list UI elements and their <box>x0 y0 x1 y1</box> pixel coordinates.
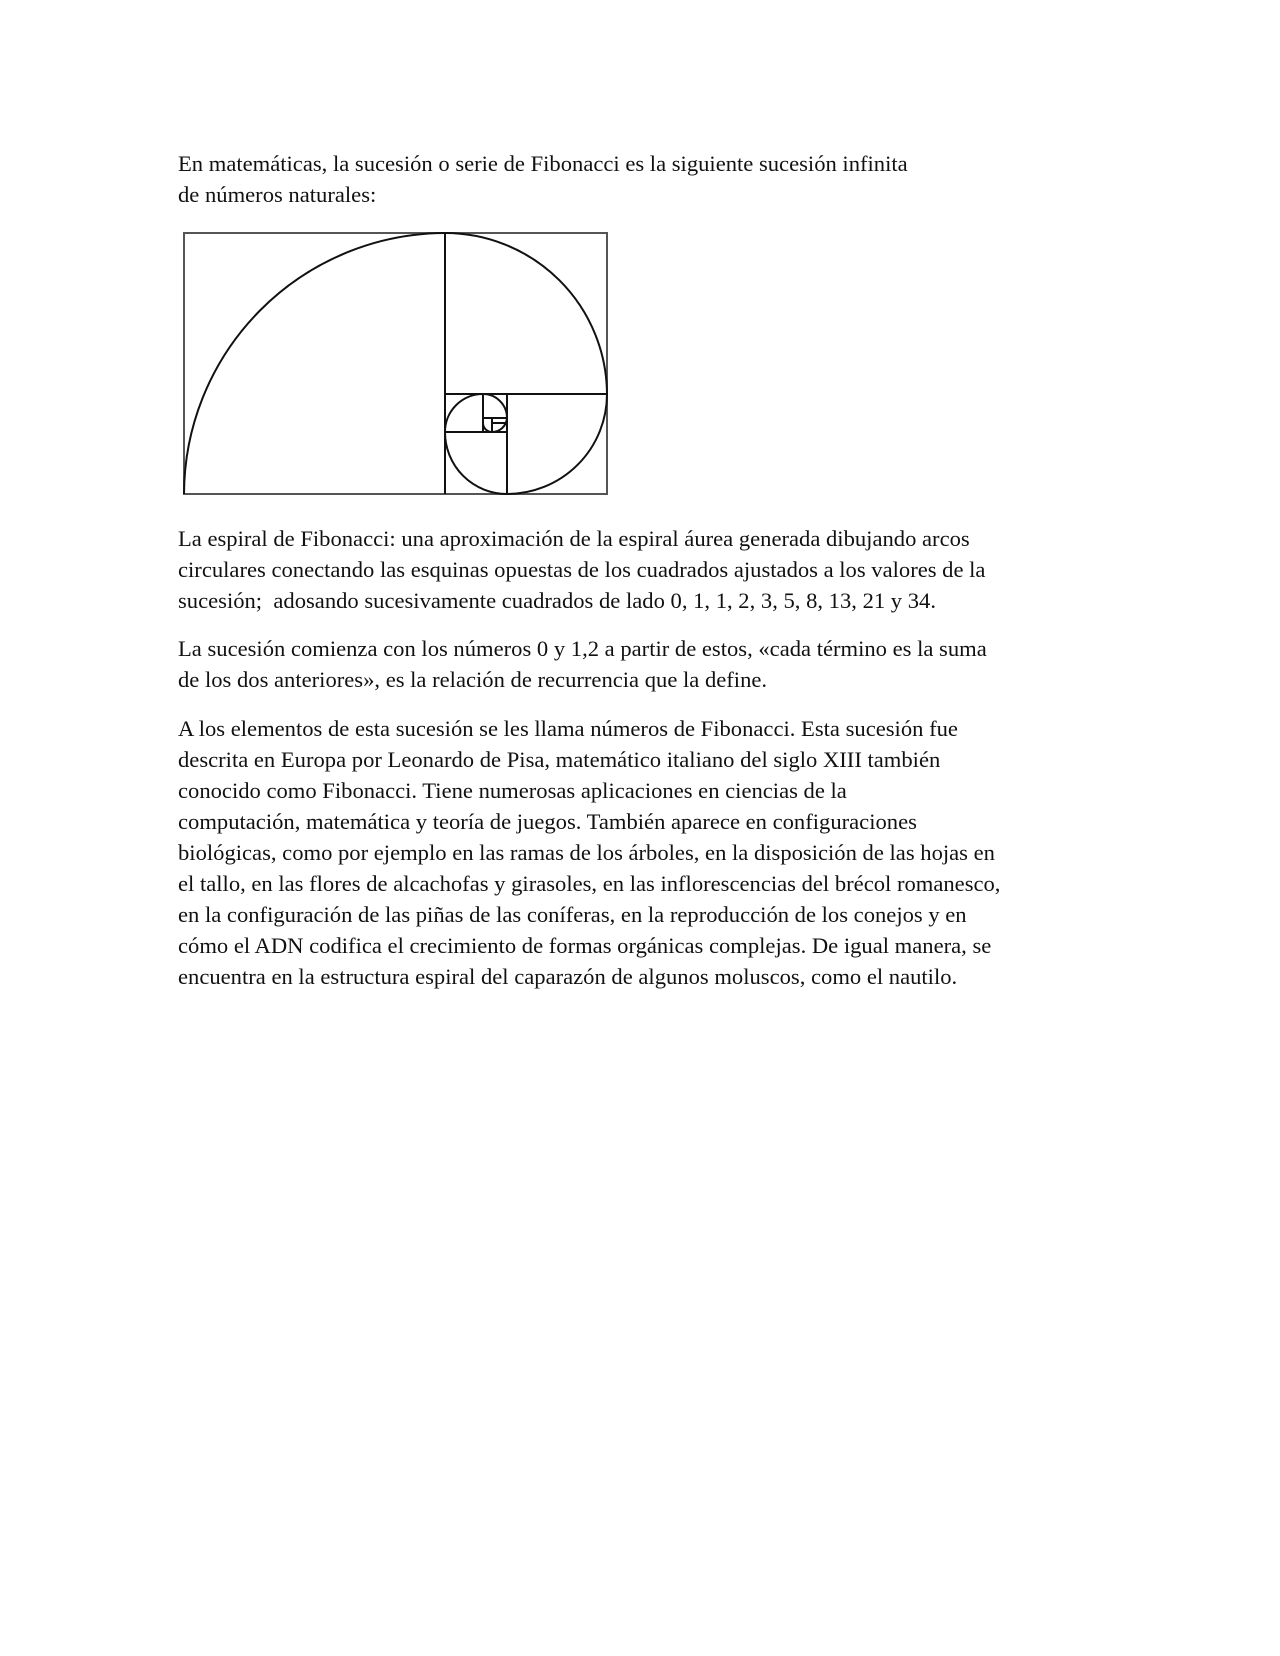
spiral-arc <box>445 233 607 394</box>
text-line: el tallo, en las flores de alcachofas y girasoles, en las inflorescencias del brécol romanesco, <box>178 871 1001 896</box>
spiral-arc <box>184 233 445 494</box>
fibonacci-spiral-svg <box>183 232 609 497</box>
spiral-arc <box>445 432 507 494</box>
text-line: La sucesión comienza con los números 0 y 1,2 a partir de estos, «cada término es la suma <box>178 636 987 661</box>
spiral-arc <box>492 418 507 432</box>
elements-paragraph <box>178 713 1098 992</box>
text-line: de los dos anteriores», es la relación de recurrencia que la define. <box>178 667 768 692</box>
text-line: circulares conectando las esquinas opuestas de los cuadrados ajustados a los valores de la <box>178 557 986 582</box>
figure-caption <box>178 523 1098 616</box>
fibonacci-spiral-figure <box>183 232 609 497</box>
spiral-arc <box>507 394 607 494</box>
text-line: sucesión; adosando sucesivamente cuadrados de lado 0, 1, 1, 2, 3, 5, 8, 13, 21 y 34. <box>178 588 936 613</box>
text-line: encuentra en la estructura espiral del caparazón de algunos moluscos, como el nautilo. <box>178 964 958 989</box>
spiral-arc <box>483 423 492 432</box>
text-line: biológicas, como por ejemplo en las ramas de los árboles, en la disposición de las hojas en <box>178 840 995 865</box>
text-line: La espiral de Fibonacci: una aproximación de la espiral áurea generada dibujando arcos <box>178 526 970 551</box>
text-line: conocido como Fibonacci. Tiene numerosas aplicaciones en ciencias de la <box>178 778 847 803</box>
text-line: computación, matemática y teoría de juegos. También aparece en configuraciones <box>178 809 917 834</box>
definition-paragraph <box>178 633 1098 695</box>
text-line: cómo el ADN codifica el crecimiento de formas orgánicas complejas. De igual manera, se <box>178 933 992 958</box>
text-line: En matemáticas, la sucesión o serie de Fibonacci es la siguiente sucesión infinita <box>178 151 908 176</box>
text-line: en la configuración de las piñas de las coníferas, en la reproducción de los conejos y en <box>178 902 967 927</box>
text-line: de números naturales: <box>178 182 377 207</box>
text-line: A los elementos de esta sucesión se les llama números de Fibonacci. Esta sucesión fue <box>178 716 958 741</box>
spiral-arc <box>445 394 483 432</box>
spiral-arc <box>483 394 507 418</box>
outer-frame <box>184 233 607 494</box>
intro-paragraph <box>178 148 1098 210</box>
text-line: descrita en Europa por Leonardo de Pisa, matemático italiano del siglo XIII también <box>178 747 941 772</box>
